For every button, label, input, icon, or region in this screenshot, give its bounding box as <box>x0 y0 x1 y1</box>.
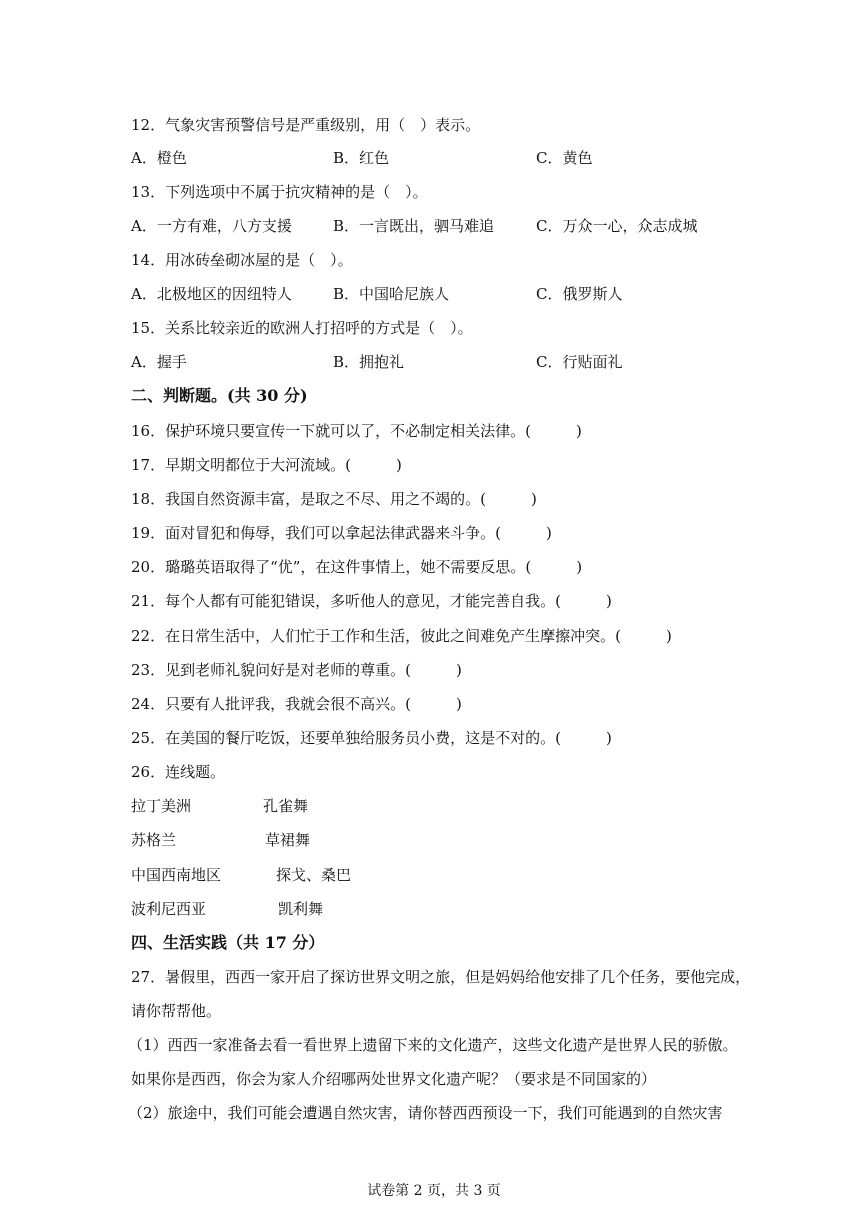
q14-option-b: B．中国哈尼族人 <box>333 285 450 303</box>
question-18: 18．我国自然资源丰富，是取之不尽、用之不竭的。( ) <box>131 490 537 508</box>
match-left-2: 苏格兰 <box>131 831 177 849</box>
question-12: 12．气象灾害预警信号是严重级别，用（ ）表示。 <box>131 116 481 134</box>
question-22: 22．在日常生活中，人们忙于工作和生活，彼此之间难免产生摩擦冲突。( ) <box>131 627 672 645</box>
question-15: 15．关系比较亲近的欧洲人打招呼的方式是（ ）。 <box>131 319 473 337</box>
q14-option-c: C．俄罗斯人 <box>536 285 623 303</box>
q15-option-a: A．握手 <box>131 353 187 371</box>
question-14: 14．用冰砖垒砌冰屋的是（ ）。 <box>131 251 353 269</box>
match-right-1: 孔雀舞 <box>263 797 309 815</box>
question-27-part-2-line-1: （2）旅途中，我们可能会遭遇自然灾害，请你替西西预设一下，我们可能遇到的自然灾害 <box>128 1104 723 1122</box>
question-16: 16．保护环境只要宣传一下就可以了，不必制定相关法律。( ) <box>131 422 582 440</box>
section-title-judgment: 二、判断题。(共 30 分) <box>131 386 308 405</box>
match-left-3: 中国西南地区 <box>131 866 222 884</box>
question-27-line-1: 27．暑假里，西西一家开启了探访世界文明之旅，但是妈妈给他安排了几个任务，要他完成， <box>131 968 751 986</box>
match-left-4: 波利尼西亚 <box>131 900 207 918</box>
question-21: 21．每个人都有可能犯错误，多听他人的意见，才能完善自我。( ) <box>131 592 612 610</box>
q14-option-a: A．北极地区的因纽特人 <box>131 285 292 303</box>
question-24: 24．只要有人批评我，我就会很不高兴。( ) <box>131 695 462 713</box>
question-26: 26．连线题。 <box>131 763 226 781</box>
page-footer: 试卷第 2 页，共 3 页 <box>367 1183 501 1199</box>
match-right-4: 凯利舞 <box>278 900 324 918</box>
q13-option-b: B．一言既出，驷马难追 <box>333 217 495 235</box>
q13-option-a: A．一方有难，八方支援 <box>131 217 292 235</box>
question-27-part-1-line-2: 如果你是西西，你会为家人介绍哪两处世界文化遗产呢？（要求是不同国家的） <box>131 1070 657 1088</box>
question-19: 19．面对冒犯和侮辱，我们可以拿起法律武器来斗争。( ) <box>131 524 552 542</box>
match-left-1: 拉丁美洲 <box>131 797 192 815</box>
question-25: 25．在美国的餐厅吃饭，还要单独给服务员小费，这是不对的。( ) <box>131 729 612 747</box>
question-23: 23．见到老师礼貌问好是对老师的尊重。( ) <box>131 661 462 679</box>
question-20: 20．璐璐英语取得了“优”，在这件事情上，她不需要反思。( ) <box>131 558 583 576</box>
question-27-line-2: 请你帮帮他。 <box>131 1002 222 1020</box>
q12-option-b: B．红色 <box>333 149 390 167</box>
question-17: 17．早期文明都位于大河流域。( ) <box>131 456 402 474</box>
match-right-2: 草裙舞 <box>265 831 311 849</box>
q13-option-c: C．万众一心，众志成城 <box>536 217 698 235</box>
section-title-practice: 四、生活实践（共 17 分） <box>131 933 325 952</box>
q15-option-b: B．拥抱礼 <box>333 353 405 371</box>
q12-option-c: C．黄色 <box>536 149 593 167</box>
question-27-part-1-line-1: （1）西西一家准备去看一看世界上遗留下来的文化遗产，这些文化遗产是世界人民的骄傲。 <box>128 1036 738 1054</box>
match-right-3: 探戈、桑巴 <box>276 866 352 884</box>
question-13: 13．下列选项中不属于抗灾精神的是（ ）。 <box>131 183 428 201</box>
q12-option-a: A．橙色 <box>131 149 187 167</box>
q15-option-c: C．行贴面礼 <box>536 353 623 371</box>
